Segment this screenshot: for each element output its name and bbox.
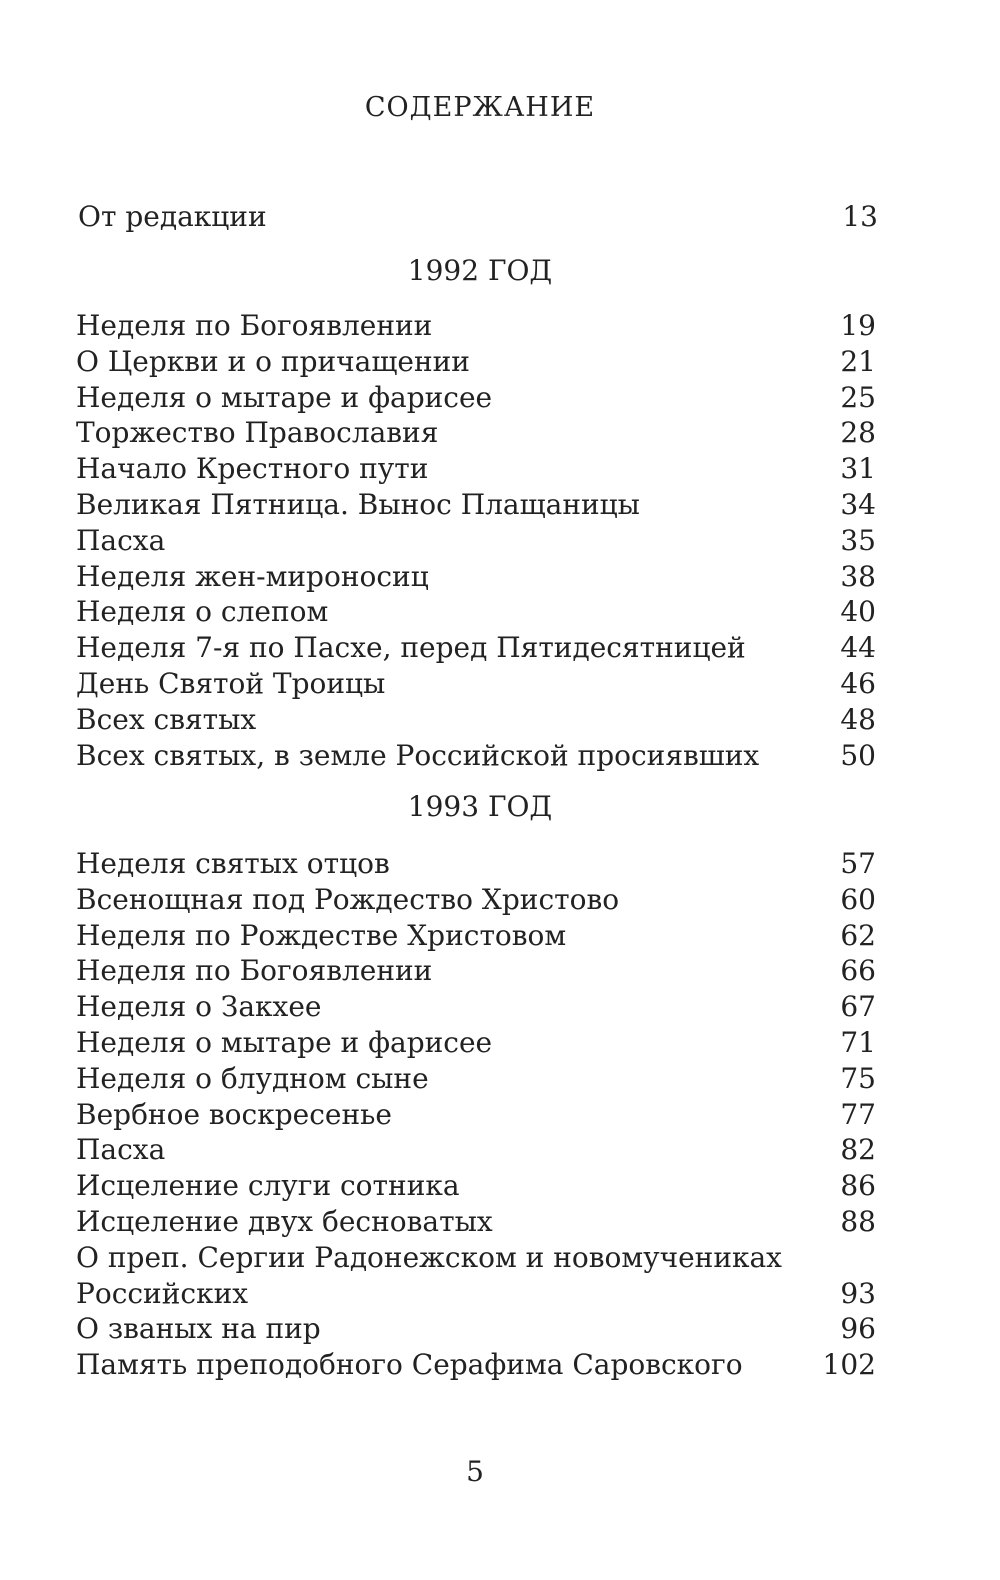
toc-list-1993 (76, 846, 876, 1383)
toc-entry-page: 57 (840, 847, 876, 880)
toc-entry (76, 918, 876, 954)
toc-entry-page: 71 (840, 1025, 876, 1059)
toc-entry-page: 67 (840, 990, 876, 1024)
toc-entry (76, 1204, 876, 1240)
toc-entry-label: Неделя 7-я по Пасхе, перед Пятидесятницей (76, 631, 746, 665)
toc-entry-page: 102 (822, 1348, 876, 1382)
section-heading-1992: 1992 ГОД (407, 254, 553, 287)
toc-entry-label: Пасха (76, 1133, 166, 1167)
toc-entry (76, 415, 876, 451)
toc-entry-label: От редакции (78, 200, 267, 233)
toc-entry-page: 31 (840, 452, 876, 486)
toc-entry-page: 25 (840, 380, 876, 414)
toc-entry-label: Неделя о Закхее (76, 990, 322, 1024)
toc-entry-label: Неделя о мытаре и фарисее (76, 1025, 493, 1059)
toc-entry (76, 1097, 876, 1133)
toc-entry (76, 1025, 876, 1061)
toc-entry-label: Неделя о слепом (76, 595, 329, 629)
toc-entry (76, 594, 876, 630)
toc-entry-page: 13 (842, 200, 878, 233)
toc-entry-page: 86 (840, 1169, 876, 1203)
toc-entry (76, 559, 876, 595)
toc-entry-label: Вербное воскресенье (76, 1097, 392, 1131)
contents-title: СОДЕРЖАНИЕ (364, 92, 596, 123)
toc-entry (76, 882, 876, 918)
toc-entry-page: 93 (840, 1276, 876, 1310)
toc-entry (76, 666, 876, 702)
toc-entry-label: Память преподобного Серафима Саровского (76, 1348, 743, 1382)
toc-entry (76, 1347, 876, 1383)
toc-entry-label: О преп. Сергии Радонежском и новомучениках Российских (76, 1240, 782, 1310)
toc-entry (76, 1311, 876, 1347)
toc-entry-intro (78, 197, 878, 237)
toc-entry (76, 989, 876, 1025)
toc-entry-label: Торжество Православия (76, 416, 439, 450)
section-heading-1993: 1993 ГОД (407, 790, 553, 823)
toc-entry-page: 34 (840, 487, 876, 521)
toc-entry-label: Исцеление двух бесноватых (76, 1204, 493, 1238)
toc-entry-page: 46 (840, 666, 876, 700)
toc-entry-label: Неделя по Богоявлении (76, 954, 433, 988)
page-number: 5 (466, 1455, 484, 1488)
toc-entry-page: 82 (840, 1133, 876, 1167)
toc-entry-page: 35 (840, 523, 876, 557)
toc-entry-label: Начало Крестного пути (76, 452, 429, 486)
toc-entry (76, 702, 876, 738)
toc-entry (76, 1168, 876, 1204)
toc-entry (76, 344, 876, 380)
toc-entry (76, 451, 876, 487)
toc-entry-label: Неделя по Рождестве Христовом (76, 918, 567, 952)
toc-entry (76, 846, 876, 882)
toc-entry-label: Исцеление слуги сотника (76, 1169, 460, 1203)
toc-entry (76, 380, 876, 416)
toc-entry-page: 21 (840, 344, 876, 378)
toc-entry-page: 40 (840, 595, 876, 629)
toc-entry-label: Великая Пятница. Вынос Плащаницы (76, 487, 640, 521)
toc-entry-label: Всех святых (76, 702, 257, 736)
toc-entry-page: 62 (840, 918, 876, 952)
toc-entry (76, 1240, 876, 1312)
toc-entry-label: Неделя святых отцов (76, 847, 390, 880)
toc-entry-page: 75 (840, 1061, 876, 1095)
toc-entry (76, 1061, 876, 1097)
toc-entry-page: 48 (840, 702, 876, 736)
toc-entry (76, 738, 876, 774)
toc-entry-page: 60 (840, 882, 876, 916)
toc-entry-page: 66 (840, 954, 876, 988)
toc-entry-page: 88 (840, 1204, 876, 1238)
toc-entry (76, 630, 876, 666)
toc-entry (76, 523, 876, 559)
toc-entry-label: Всех святых, в земле Российской просиявших (76, 738, 760, 772)
toc-entry-label: Неделя о блудном сыне (76, 1061, 429, 1095)
toc-entry-page: 96 (840, 1312, 876, 1346)
toc-entry (76, 1132, 876, 1168)
toc-entry-label: Неделя жен-мироносиц (76, 559, 429, 593)
toc-entry-page: 77 (840, 1097, 876, 1131)
toc-entry (76, 308, 876, 344)
toc-entry-label: О званых на пир (76, 1312, 321, 1346)
toc-entry-page: 44 (840, 631, 876, 665)
toc-entry-label: Всенощная под Рождество Христово (76, 882, 620, 916)
toc-entry (76, 487, 876, 523)
toc-entry-label: Неделя о мытаре и фарисее (76, 380, 493, 414)
toc-entry-page: 28 (840, 416, 876, 450)
toc-entry-label: Неделя по Богоявлении (76, 309, 433, 342)
toc-entry-page: 50 (840, 738, 876, 772)
toc-entry-label: О Церкви и о причащении (76, 344, 470, 378)
toc-entry-label: День Святой Троицы (76, 666, 386, 700)
toc-entry-page: 19 (840, 309, 876, 342)
toc-list-1992 (76, 308, 876, 773)
toc-entry-label: Пасха (76, 523, 166, 557)
toc-entry (76, 953, 876, 989)
toc-entry-page: 38 (840, 559, 876, 593)
